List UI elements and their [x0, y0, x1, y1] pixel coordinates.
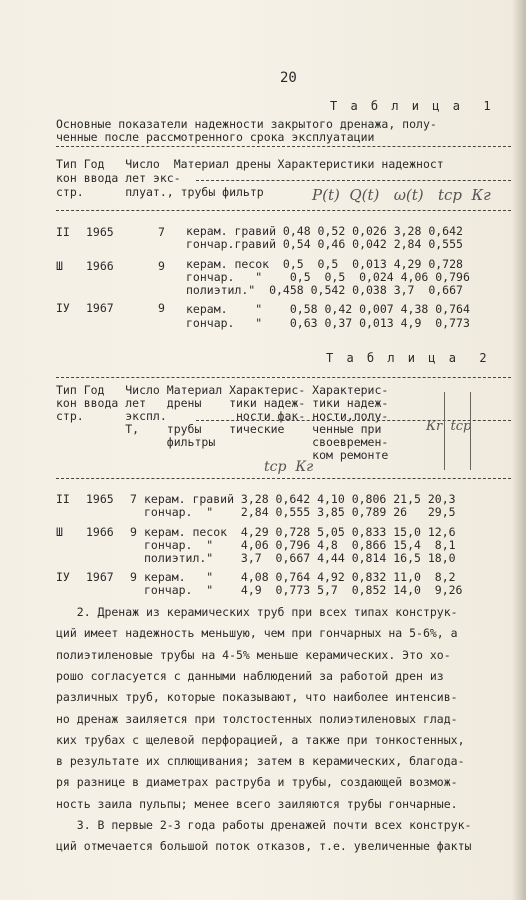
table2-row-type: Ш	[56, 525, 63, 539]
table2-row-line: полиэтил." 3,7 0,667 4,44 0,814 16,5 18,0	[144, 551, 456, 565]
body-line: полиэтиленовые трубы на 4-5% меньше керамических. Это хо-	[56, 648, 451, 662]
table2-header-line-6: ком ремонте	[56, 448, 389, 462]
table2-row-type: IУ	[56, 570, 70, 584]
body-line: рошо согласуется с данными наблюдений за работой дрен из	[56, 669, 444, 683]
table2-row-line: гончар. " 2,84 0,555 3,85 0,789 26 29,5	[144, 505, 456, 519]
table2-row-line: керам. " 4,08 0,764 4,92 0,832 11,0 8,2	[144, 570, 456, 584]
table2-row-year: 1966	[86, 525, 114, 539]
table1-header-line-2: кон ввода лет экс-	[56, 171, 181, 185]
table1-row-type: Ш	[56, 259, 63, 273]
table1-title-line-2: ченные после рассмотренного срока эксплуатации	[56, 130, 375, 144]
table1-label: Т а б л и ц а 1	[330, 99, 494, 113]
table1-row-line: керам. гравий 0,48 0,52 0,026 3,28 0,642	[186, 224, 463, 238]
table1-header-handwritten-symbols: Р(t) Q(t) ω(t) tср Кг	[312, 186, 491, 204]
table2-header-line-5: фильтры своевремен-	[56, 435, 389, 449]
table2-header-handwritten-left: tср Кг	[264, 459, 314, 475]
table1-row-line: гончар. " 0,63 0,37 0,013 4,9 0,773	[186, 316, 470, 330]
table2-rule-header-bottom	[56, 478, 511, 479]
table2-label: Т а б л и ц а 2	[326, 351, 490, 365]
table2-hand-divider	[470, 392, 471, 470]
table1-rule-subheader	[196, 180, 511, 181]
body-line: ций имеет надежность меньшую, чем при гончарных на 5-6%, а	[56, 626, 458, 640]
table1-header-line-1: Тип Год Число Материал дрены Характеристики надежност	[56, 157, 444, 171]
table1-header-line-3: стр. плуат., трубы фильтр	[56, 185, 264, 199]
table2-row-years: 9	[130, 570, 137, 584]
table1-row-years: 9	[158, 259, 165, 273]
table2-rule-top	[56, 377, 511, 378]
table2-row-years: 9	[130, 525, 137, 539]
table2-row-year: 1967	[86, 570, 114, 584]
table1-row-type: IУ	[56, 301, 70, 315]
table2-row-line: гончар. " 4,9 0,773 5,7 0,852 14,0 9,26	[144, 583, 463, 597]
table2-header-line-3: стр. экспл. ности фак- ности,полу-	[56, 409, 389, 423]
table2-row-year: 1965	[86, 492, 114, 506]
table1-rule-header-bottom	[56, 210, 511, 211]
table2-row-type: II	[56, 492, 70, 506]
body-line: различных труб, которые показывают, что наиболее интенсив-	[56, 690, 458, 704]
table2-header-handwritten-right: Кr tср	[426, 419, 472, 434]
table1-row-type: II	[56, 225, 70, 239]
table1-row-line: керам. песок 0,5 0,5 0,013 4,29 0,728	[186, 257, 463, 271]
table2-header-line-2: кон ввода лет дрены тики надеж- тики надеж-	[56, 396, 389, 410]
body-line: ких трубах с щелевой перфорацией, а также при тонкостенных,	[56, 733, 465, 747]
body-line: но дренаж заиляется при толстостенных полиэтиленовых глад-	[56, 712, 458, 726]
table2-row-years: 7	[130, 492, 137, 506]
body-line: 3. В первые 2-3 года работы дренажей почти всех конструк-	[56, 818, 472, 832]
table1-row-year: 1966	[86, 259, 114, 273]
table2-row-line: керам. гравий 3,28 0,642 4,10 0,806 21,5 20,3	[144, 492, 456, 506]
table1-row-line: гончар. " 0,5 0,5 0,024 4,06 0,796	[186, 270, 470, 284]
table1-row-year: 1965	[86, 225, 114, 239]
body-line: ность заила пульпы; менее всего заиляются трубы гончарные.	[56, 797, 458, 811]
table1-row-line: гончар.гравий 0,54 0,46 0,042 2,84 0,555	[186, 237, 463, 251]
table1-row-year: 1967	[86, 301, 114, 315]
table1-row-years: 7	[158, 225, 165, 239]
table2-row-line: керам. песок 4,29 0,728 5,05 0,833 15,0 12,6	[144, 525, 456, 539]
body-line: ций отмечается большой поток отказов, т.е. увеличенные факты	[56, 839, 472, 853]
table2-header-line-1: Тип Год Число Материал Характерис- Характерис-	[56, 383, 389, 397]
body-line: ря разнице в диаметрах раструба и трубы, создающей возмож-	[56, 775, 458, 789]
body-line: 2. Дренаж из керамических труб при всех типах конструк-	[56, 605, 458, 619]
table1-title-line-1: Основные показатели надежности закрытого дренажа, полу-	[56, 117, 437, 131]
table1-row-line: керам. " 0,58 0,42 0,007 4,38 0,764	[186, 302, 470, 316]
table1-row-line: полиэтил." 0,458 0,542 0,038 3,7 0,667	[186, 283, 463, 297]
body-line: в результате их сплющивания; затем в керамических, благода-	[56, 754, 465, 768]
table2-row-line: гончар. " 4,06 0,796 4,8 0,866 15,4 8,1	[144, 538, 456, 552]
table2-header-line-4: Т, трубы тические ченные при	[56, 422, 382, 436]
table1-rule-top	[56, 146, 511, 147]
table1-row-years: 9	[158, 301, 165, 315]
table2-hand-divider	[444, 392, 445, 470]
page-number: 20	[280, 70, 297, 86]
